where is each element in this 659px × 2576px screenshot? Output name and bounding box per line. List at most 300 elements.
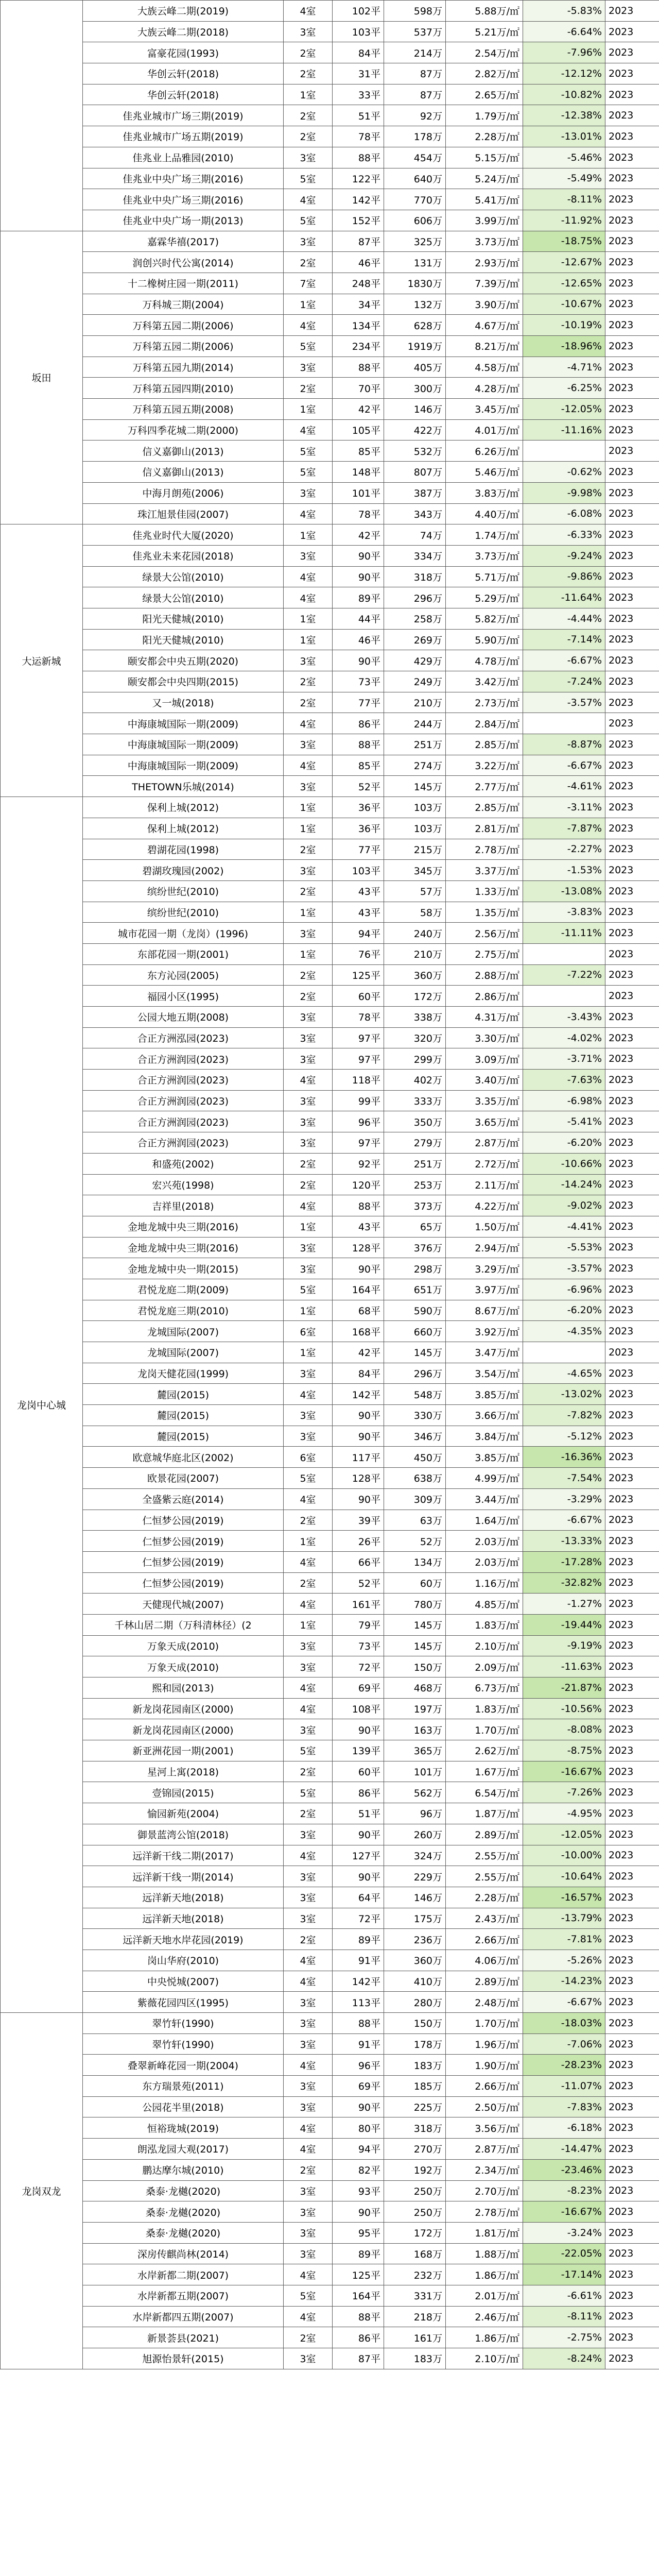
total-price: 330万 <box>384 1405 446 1426</box>
table-row <box>1 42 659 63</box>
deal-year: 2023 <box>605 1950 659 1971</box>
room-count: 1室 <box>284 524 333 546</box>
total-price: 229万 <box>384 1866 446 1887</box>
unit-price: 2.89万/㎡ <box>446 1971 523 1992</box>
room-count: 4室 <box>284 2264 333 2285</box>
floor-area: 89平 <box>333 587 384 608</box>
table-row <box>1 1426 659 1447</box>
price-change: -32.82% <box>523 1572 605 1594</box>
room-count: 1室 <box>284 608 333 629</box>
price-change: -7.63% <box>523 1070 605 1091</box>
unit-price: 2.85万/㎡ <box>446 797 523 818</box>
deal-year: 2023 <box>605 1070 659 1091</box>
total-price: 405万 <box>384 357 446 378</box>
table-row <box>1 2117 659 2139</box>
total-price: 345万 <box>384 860 446 881</box>
table-row <box>1 1594 659 1615</box>
floor-area: 87平 <box>333 231 384 252</box>
deal-year: 2023 <box>605 1887 659 1908</box>
table-row <box>1 1258 659 1279</box>
room-count: 1室 <box>284 84 333 105</box>
price-change: -13.01% <box>523 126 605 147</box>
unit-price: 5.21万/㎡ <box>446 21 523 42</box>
floor-area: 96平 <box>333 2055 384 2076</box>
total-price: 145万 <box>384 1342 446 1363</box>
listing-name: 远洋新干线二期(2017) <box>83 1845 284 1866</box>
unit-price: 2.34万/㎡ <box>446 2159 523 2180</box>
deal-year: 2023 <box>605 419 659 440</box>
unit-price: 4.85万/㎡ <box>446 1594 523 1615</box>
deal-year: 2023 <box>605 189 659 210</box>
deal-year: 2023 <box>605 1258 659 1279</box>
total-price: 298万 <box>384 1258 446 1279</box>
floor-area: 84平 <box>333 42 384 63</box>
listing-name: 金地龙城中央一期(2015) <box>83 1258 284 1279</box>
listing-name: 愉园新苑(2004) <box>83 1803 284 1824</box>
deal-year: 2023 <box>605 943 659 964</box>
unit-price: 2.03万/㎡ <box>446 1551 523 1572</box>
table-row <box>1 273 659 294</box>
unit-price: 2.43万/㎡ <box>446 1908 523 1929</box>
listing-name: 旭源怡景轩(2015) <box>83 2348 284 2369</box>
total-price: 410万 <box>384 1971 446 1992</box>
price-change: -12.05% <box>523 399 605 420</box>
price-change: -10.64% <box>523 1866 605 1887</box>
unit-price: 2.56万/㎡ <box>446 923 523 944</box>
floor-area: 66平 <box>333 1551 384 1572</box>
room-count: 4室 <box>284 1677 333 1699</box>
room-count: 2室 <box>284 692 333 713</box>
room-count: 3室 <box>284 776 333 797</box>
table-row <box>1 1405 659 1426</box>
table-row <box>1 1321 659 1342</box>
deal-year: 2023 <box>605 1426 659 1447</box>
total-price: 387万 <box>384 482 446 503</box>
deal-year: 2023 <box>605 21 659 42</box>
floor-area: 122平 <box>333 168 384 189</box>
deal-year: 2023 <box>605 84 659 105</box>
price-change: -11.92% <box>523 210 605 231</box>
floor-area: 148平 <box>333 462 384 483</box>
table-row <box>1 1 659 22</box>
room-count: 3室 <box>284 1426 333 1447</box>
price-change: -7.22% <box>523 964 605 986</box>
room-count: 3室 <box>284 2033 333 2055</box>
total-price: 183万 <box>384 2055 446 2076</box>
total-price: 537万 <box>384 21 446 42</box>
unit-price: 5.90万/㎡ <box>446 629 523 650</box>
listing-name: 桑泰·龙樾(2020) <box>83 2222 284 2243</box>
price-change: -4.61% <box>523 776 605 797</box>
listing-name: 朗泓龙园大观(2017) <box>83 2139 284 2160</box>
price-change: -21.87% <box>523 1677 605 1699</box>
deal-year: 2023 <box>605 1363 659 1384</box>
table-row <box>1 1698 659 1719</box>
price-change: -8.75% <box>523 1740 605 1761</box>
listing-name: 绿景大公馆(2010) <box>83 587 284 608</box>
table-row <box>1 1300 659 1321</box>
room-count: 4室 <box>284 755 333 776</box>
deal-year: 2023 <box>605 986 659 1007</box>
price-change: -3.57% <box>523 1258 605 1279</box>
total-price: 150万 <box>384 1656 446 1677</box>
total-price: 101万 <box>384 1761 446 1782</box>
table-row <box>1 189 659 210</box>
room-count: 4室 <box>284 566 333 587</box>
room-count: 2室 <box>284 1153 333 1174</box>
total-price: 185万 <box>384 2076 446 2097</box>
price-change: -3.71% <box>523 1048 605 1070</box>
total-price: 87万 <box>384 63 446 84</box>
room-count: 4室 <box>284 1698 333 1719</box>
table-row <box>1 1048 659 1070</box>
floor-area: 95平 <box>333 2222 384 2243</box>
unit-price: 2.94万/㎡ <box>446 1237 523 1258</box>
table-row <box>1 1866 659 1887</box>
price-change: -6.61% <box>523 2285 605 2306</box>
unit-price: 1.50万/㎡ <box>446 1216 523 1237</box>
unit-price: 2.54万/㎡ <box>446 42 523 63</box>
floor-area: 78平 <box>333 503 384 524</box>
deal-year: 2023 <box>605 2348 659 2369</box>
unit-price: 3.73万/㎡ <box>446 231 523 252</box>
unit-price: 5.41万/㎡ <box>446 189 523 210</box>
deal-year: 2023 <box>605 1656 659 1677</box>
unit-price: 4.28万/㎡ <box>446 378 523 399</box>
table-row <box>1 1153 659 1174</box>
unit-price: 1.79万/㎡ <box>446 105 523 126</box>
total-price: 373万 <box>384 1195 446 1216</box>
table-row <box>1 1929 659 1950</box>
table-row <box>1 964 659 986</box>
unit-price: 4.58万/㎡ <box>446 357 523 378</box>
price-change: -16.57% <box>523 1887 605 1908</box>
unit-price: 4.78万/㎡ <box>446 650 523 671</box>
total-price: 360万 <box>384 1950 446 1971</box>
table-row <box>1 419 659 440</box>
deal-year: 2023 <box>605 524 659 546</box>
deal-year: 2023 <box>605 671 659 692</box>
total-price: 628万 <box>384 315 446 336</box>
price-change: -6.64% <box>523 21 605 42</box>
listing-name: 佳兆业中央广场三期(2016) <box>83 168 284 189</box>
room-count: 4室 <box>284 2055 333 2076</box>
deal-year: 2023 <box>605 252 659 273</box>
table-row <box>1 1090 659 1111</box>
unit-price: 3.40万/㎡ <box>446 1070 523 1091</box>
price-change: -9.19% <box>523 1635 605 1656</box>
unit-price: 2.81万/㎡ <box>446 818 523 839</box>
room-count: 2室 <box>284 1572 333 1594</box>
unit-price: 2.78万/㎡ <box>446 2201 523 2223</box>
deal-year: 2023 <box>605 587 659 608</box>
floor-area: 94平 <box>333 923 384 944</box>
table-row <box>1 1719 659 1740</box>
listing-name: 万科第五园五期(2008) <box>83 399 284 420</box>
price-change: -7.87% <box>523 818 605 839</box>
price-change: -11.16% <box>523 419 605 440</box>
room-count: 3室 <box>284 2243 333 2264</box>
total-price: 318万 <box>384 2117 446 2139</box>
table-row <box>1 2055 659 2076</box>
floor-area: 72平 <box>333 1908 384 1929</box>
table-row <box>1 2180 659 2201</box>
room-count: 1室 <box>284 1300 333 1321</box>
listing-name: 大族云峰二期(2019) <box>83 1 284 22</box>
total-price: 240万 <box>384 923 446 944</box>
unit-price: 8.21万/㎡ <box>446 336 523 357</box>
floor-area: 108平 <box>333 1698 384 1719</box>
table-row <box>1 1468 659 1489</box>
unit-price: 3.30万/㎡ <box>446 1027 523 1048</box>
deal-year: 2023 <box>605 1635 659 1656</box>
total-price: 269万 <box>384 629 446 650</box>
total-price: 454万 <box>384 147 446 168</box>
unit-price: 2.77万/㎡ <box>446 776 523 797</box>
room-count: 3室 <box>284 1027 333 1048</box>
deal-year: 2023 <box>605 902 659 923</box>
unit-price: 2.10万/㎡ <box>446 2348 523 2369</box>
price-change: -3.57% <box>523 692 605 713</box>
floor-area: 76平 <box>333 943 384 964</box>
room-count: 1室 <box>284 629 333 650</box>
total-price: 65万 <box>384 1216 446 1237</box>
total-price: 640万 <box>384 168 446 189</box>
total-price: 145万 <box>384 1635 446 1656</box>
listing-name: 华创云轩(2018) <box>83 84 284 105</box>
deal-year: 2023 <box>605 1614 659 1635</box>
deal-year: 2023 <box>605 1761 659 1782</box>
deal-year: 2023 <box>605 2055 659 2076</box>
deal-year: 2023 <box>605 1551 659 1572</box>
total-price: 598万 <box>384 1 446 22</box>
floor-area: 88平 <box>333 734 384 755</box>
room-count: 4室 <box>284 2306 333 2327</box>
room-count: 3室 <box>284 1048 333 1070</box>
price-change: -10.67% <box>523 294 605 315</box>
floor-area: 164平 <box>333 2285 384 2306</box>
floor-area: 96平 <box>333 1111 384 1132</box>
room-count: 3室 <box>284 2096 333 2117</box>
room-count: 5室 <box>284 1782 333 1803</box>
listing-name: 欧意城华庭北区(2002) <box>83 1447 284 1468</box>
unit-price: 3.37万/㎡ <box>446 860 523 881</box>
table-row <box>1 440 659 462</box>
room-count: 3室 <box>284 1887 333 1908</box>
listing-name: 水岸新都四五期(2007) <box>83 2306 284 2327</box>
table-row <box>1 210 659 231</box>
listing-name: 公园花半里(2018) <box>83 2096 284 2117</box>
price-change: -4.95% <box>523 1803 605 1824</box>
table-row <box>1 63 659 84</box>
unit-price: 2.85万/㎡ <box>446 734 523 755</box>
floor-area: 77平 <box>333 839 384 860</box>
table-row <box>1 2159 659 2180</box>
deal-year: 2023 <box>605 2033 659 2055</box>
unit-price: 2.11万/㎡ <box>446 1174 523 1195</box>
table-row <box>1 1677 659 1699</box>
listing-name: 十二橡树庄园一期(2011) <box>83 273 284 294</box>
table-row <box>1 315 659 336</box>
room-count: 6室 <box>284 1447 333 1468</box>
room-count: 2室 <box>284 378 333 399</box>
table-body <box>1 1 659 2369</box>
table-row <box>1 1132 659 1154</box>
room-count: 3室 <box>284 357 333 378</box>
unit-price: 3.42万/㎡ <box>446 671 523 692</box>
listing-name: 缤纷世纪(2010) <box>83 902 284 923</box>
listing-name: 合正方洲润园(2023) <box>83 1070 284 1091</box>
deal-year: 2023 <box>605 1488 659 1510</box>
total-price: 103万 <box>384 818 446 839</box>
room-count: 4室 <box>284 587 333 608</box>
deal-year: 2023 <box>605 1929 659 1950</box>
room-count: 5室 <box>284 336 333 357</box>
total-price: 63万 <box>384 1510 446 1531</box>
unit-price: 5.82万/㎡ <box>446 608 523 629</box>
price-change: -16.67% <box>523 2201 605 2223</box>
unit-price: 1.70万/㎡ <box>446 2013 523 2034</box>
total-price: 58万 <box>384 902 446 923</box>
unit-price: 3.47万/㎡ <box>446 1342 523 1363</box>
total-price: 296万 <box>384 587 446 608</box>
total-price: 300万 <box>384 378 446 399</box>
price-change: -6.08% <box>523 503 605 524</box>
price-change: -7.24% <box>523 671 605 692</box>
price-change: -4.41% <box>523 1216 605 1237</box>
total-price: 146万 <box>384 399 446 420</box>
total-price: 134万 <box>384 1551 446 1572</box>
unit-price: 4.22万/㎡ <box>446 1195 523 1216</box>
unit-price: 2.93万/㎡ <box>446 252 523 273</box>
unit-price: 3.66万/㎡ <box>446 1405 523 1426</box>
listing-name: 中海月朗苑(2006) <box>83 482 284 503</box>
table-row <box>1 1237 659 1258</box>
total-price: 279万 <box>384 1132 446 1154</box>
deal-year: 2023 <box>605 1782 659 1803</box>
deal-year: 2023 <box>605 629 659 650</box>
total-price: 210万 <box>384 692 446 713</box>
table-row <box>1 2264 659 2285</box>
listing-name: 万象天成(2010) <box>83 1656 284 1677</box>
deal-year: 2023 <box>605 168 659 189</box>
table-row <box>1 1363 659 1384</box>
total-price: 250万 <box>384 2201 446 2223</box>
deal-year: 2023 <box>605 1195 659 1216</box>
unit-price: 4.06万/㎡ <box>446 1950 523 1971</box>
total-price: 192万 <box>384 2159 446 2180</box>
room-count: 3室 <box>284 1719 333 1740</box>
unit-price: 2.62万/㎡ <box>446 1740 523 1761</box>
total-price: 251万 <box>384 734 446 755</box>
total-price: 249万 <box>384 671 446 692</box>
table-row <box>1 1174 659 1195</box>
floor-area: 72平 <box>333 1656 384 1677</box>
total-price: 214万 <box>384 42 446 63</box>
floor-area: 134平 <box>333 315 384 336</box>
listing-name: 大族云峰二期(2018) <box>83 21 284 42</box>
price-change <box>523 943 605 964</box>
total-price: 343万 <box>384 503 446 524</box>
price-change: -7.81% <box>523 1929 605 1950</box>
total-price: 532万 <box>384 440 446 462</box>
listing-name: 颐安都会中央四期(2015) <box>83 671 284 692</box>
floor-area: 77平 <box>333 692 384 713</box>
total-price: 178万 <box>384 126 446 147</box>
table-row <box>1 923 659 944</box>
total-price: 251万 <box>384 1153 446 1174</box>
unit-price: 3.65万/㎡ <box>446 1111 523 1132</box>
unit-price: 2.48万/㎡ <box>446 1992 523 2013</box>
deal-year: 2023 <box>605 2159 659 2180</box>
listing-name: 龙城国际(2007) <box>83 1342 284 1363</box>
deal-year: 2023 <box>605 2201 659 2223</box>
price-change: -2.75% <box>523 2327 605 2348</box>
table-row <box>1 2327 659 2348</box>
room-count: 2室 <box>284 126 333 147</box>
price-change: -12.05% <box>523 1824 605 1845</box>
floor-area: 90平 <box>333 1426 384 1447</box>
listing-name: 紫薇花园四区(1995) <box>83 1992 284 2013</box>
room-count: 4室 <box>284 503 333 524</box>
price-change: -3.24% <box>523 2222 605 2243</box>
unit-price: 2.88万/㎡ <box>446 964 523 986</box>
unit-price: 1.70万/㎡ <box>446 1719 523 1740</box>
unit-price: 2.65万/㎡ <box>446 84 523 105</box>
deal-year: 2023 <box>605 399 659 420</box>
floor-area: 128平 <box>333 1468 384 1489</box>
floor-area: 125平 <box>333 964 384 986</box>
listing-name: 桑泰·龙樾(2020) <box>83 2201 284 2223</box>
room-count: 3室 <box>284 1635 333 1656</box>
unit-price: 1.83万/㎡ <box>446 1614 523 1635</box>
total-price: 331万 <box>384 2285 446 2306</box>
table-row <box>1 1216 659 1237</box>
unit-price: 1.90万/㎡ <box>446 2055 523 2076</box>
total-price: 1919万 <box>384 336 446 357</box>
room-count: 3室 <box>284 2348 333 2369</box>
floor-area: 90平 <box>333 566 384 587</box>
price-change: -6.20% <box>523 1300 605 1321</box>
floor-area: 234平 <box>333 336 384 357</box>
room-count: 2室 <box>284 1929 333 1950</box>
room-count: 2室 <box>284 2159 333 2180</box>
price-change: -11.07% <box>523 2076 605 2097</box>
deal-year: 2023 <box>605 2243 659 2264</box>
unit-price: 2.70万/㎡ <box>446 2180 523 2201</box>
deal-year: 2023 <box>605 1237 659 1258</box>
listing-name: 吉祥里(2018) <box>83 1195 284 1216</box>
price-change: -12.67% <box>523 252 605 273</box>
price-change: -4.02% <box>523 1027 605 1048</box>
listing-name: 深房传麒尚林(2014) <box>83 2243 284 2264</box>
total-price: 590万 <box>384 1300 446 1321</box>
unit-price: 3.44万/㎡ <box>446 1488 523 1510</box>
room-count: 2室 <box>284 42 333 63</box>
listing-name: 富豪花园(1993) <box>83 42 284 63</box>
unit-price: 3.54万/㎡ <box>446 1363 523 1384</box>
total-price: 145万 <box>384 776 446 797</box>
total-price: 236万 <box>384 1929 446 1950</box>
listing-name: 佳兆业中央广场一期(2013) <box>83 210 284 231</box>
unit-price: 4.31万/㎡ <box>446 1007 523 1028</box>
floor-area: 97平 <box>333 1048 384 1070</box>
floor-area: 69平 <box>333 2076 384 2097</box>
deal-year: 2023 <box>605 1908 659 1929</box>
deal-year: 2023 <box>605 440 659 462</box>
listing-name: 全盛紫云庭(2014) <box>83 1488 284 1510</box>
listing-name: 又一城(2018) <box>83 692 284 713</box>
